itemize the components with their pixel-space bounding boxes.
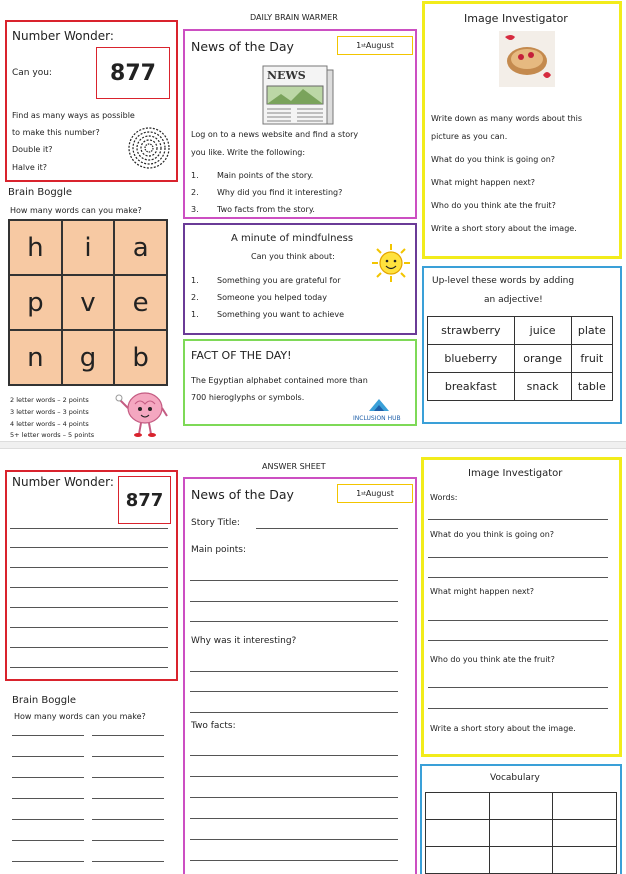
answer-line[interactable] bbox=[10, 627, 168, 628]
make-text: to make this number? bbox=[12, 128, 100, 137]
answer-date-badge bbox=[337, 484, 413, 503]
story-title-label: Story Title: bbox=[191, 518, 240, 528]
answer-question: What might happen next? bbox=[430, 587, 535, 596]
answer-question: What do you think is going on? bbox=[430, 530, 555, 539]
answer-news-panel bbox=[183, 477, 417, 874]
letter-cell: i bbox=[62, 220, 115, 275]
find-text: Find as many ways as possible bbox=[12, 111, 135, 120]
answer-brain-boggle-title: Brain Boggle bbox=[12, 695, 76, 706]
breakfast-photo-icon bbox=[499, 31, 555, 87]
news-answer-line[interactable] bbox=[190, 691, 398, 692]
letter-cell: h bbox=[9, 220, 62, 275]
mindfulness-item-number: 1. bbox=[191, 276, 199, 285]
fact-title: FACT OF THE DAY! bbox=[191, 349, 292, 362]
points-line: 5+ letter words – 5 points bbox=[10, 431, 95, 439]
image-investigator-title: Image Investigator bbox=[464, 12, 568, 25]
mindfulness-item-text: Something you are grateful for bbox=[217, 276, 341, 285]
inclusion-hub-logo-text: INCLUSION HUB bbox=[353, 415, 401, 422]
answer-news-title: News of the Day bbox=[191, 487, 294, 502]
boggle-answer-line[interactable] bbox=[92, 777, 164, 778]
uplevel-line1: Up-level these words by adding bbox=[432, 276, 575, 286]
image-answer-line[interactable] bbox=[428, 620, 608, 621]
answer-number-wonder-title: Number Wonder: bbox=[12, 475, 114, 489]
fact-panel bbox=[183, 339, 417, 426]
boggle-answer-line[interactable] bbox=[12, 777, 84, 778]
news-item-number: 1. bbox=[191, 171, 199, 180]
date-suffix: st bbox=[361, 42, 366, 49]
brain-mascot-icon bbox=[115, 386, 171, 438]
vocab-cell[interactable] bbox=[553, 793, 617, 820]
boggle-answer-line[interactable] bbox=[12, 819, 84, 820]
image-answer-line[interactable] bbox=[428, 708, 608, 709]
answer-question: Who do you think ate the fruit? bbox=[430, 655, 555, 664]
news-item-number: 2. bbox=[191, 188, 199, 197]
letter-cell: g bbox=[62, 330, 115, 385]
answer-date-day: 1 bbox=[356, 489, 362, 498]
word-table bbox=[427, 316, 613, 401]
vocabulary-table bbox=[425, 792, 617, 874]
news-intro-line2: you like. Write the following: bbox=[191, 148, 306, 157]
image-prompt: Write down as many words about this bbox=[431, 114, 583, 123]
vocab-cell[interactable] bbox=[426, 847, 490, 874]
news-answer-line[interactable] bbox=[190, 601, 398, 602]
vocabulary-title: Vocabulary bbox=[490, 773, 540, 783]
fact-line2: 700 hieroglyphs or symbols. bbox=[191, 393, 305, 402]
brain-boggle-question: How many words can you make? bbox=[10, 206, 142, 215]
mindfulness-subtitle: Can you think about: bbox=[251, 252, 335, 261]
answer-image-investigator-title: Image Investigator bbox=[468, 468, 563, 479]
image-investigator-panel bbox=[422, 1, 622, 259]
letter-cell: p bbox=[9, 275, 62, 330]
news-intro-line1: Log on to a news website and find a story bbox=[191, 130, 359, 139]
mindfulness-item-text: Something you want to achieve bbox=[217, 310, 344, 319]
news-answer-line[interactable] bbox=[190, 839, 398, 840]
boggle-answer-line[interactable] bbox=[12, 840, 84, 841]
page-divider bbox=[0, 441, 626, 449]
image-prompt: Who do you think ate the fruit? bbox=[431, 201, 556, 210]
vocab-cell[interactable] bbox=[489, 820, 553, 847]
answer-number-box bbox=[118, 476, 171, 524]
page-header: DAILY BRAIN WARMER bbox=[250, 13, 338, 22]
mindfulness-panel bbox=[183, 223, 417, 335]
answer-brain-boggle-question: How many words can you make? bbox=[14, 712, 146, 721]
answer-line[interactable] bbox=[10, 667, 168, 668]
inclusion-hub-logo-icon bbox=[367, 395, 391, 413]
news-panel bbox=[183, 29, 417, 219]
letter-cell: n bbox=[9, 330, 62, 385]
letter-cell: b bbox=[114, 330, 167, 385]
news-answer-line[interactable] bbox=[190, 818, 398, 819]
points-line: 2 letter words – 2 points bbox=[10, 396, 89, 404]
why-label: Why was it interesting? bbox=[191, 636, 297, 646]
letter-cell: a bbox=[114, 220, 167, 275]
answer-line[interactable] bbox=[10, 547, 168, 548]
image-answer-line[interactable] bbox=[428, 519, 608, 520]
vocab-cell[interactable] bbox=[426, 793, 490, 820]
vocab-cell[interactable] bbox=[426, 820, 490, 847]
news-answer-line[interactable] bbox=[190, 776, 398, 777]
letter-cell: v bbox=[62, 275, 115, 330]
points-line: 3 letter words – 3 points bbox=[10, 408, 89, 416]
news-answer-line[interactable] bbox=[190, 860, 398, 861]
number-spiral-icon bbox=[125, 125, 173, 171]
word-cell: plate bbox=[571, 317, 612, 345]
image-prompt: picture as you can. bbox=[431, 132, 508, 141]
news-item-text: Two facts from the story. bbox=[217, 205, 315, 214]
mindfulness-item-text: Someone you helped today bbox=[217, 293, 327, 302]
boggle-answer-line[interactable] bbox=[12, 798, 84, 799]
boggle-answer-line[interactable] bbox=[92, 756, 164, 757]
vocab-cell[interactable] bbox=[553, 820, 617, 847]
answer-date-month: August bbox=[365, 489, 394, 498]
fact-line1: The Egyptian alphabet contained more than bbox=[191, 376, 368, 385]
answer-number-value: 877 bbox=[125, 489, 164, 511]
image-answer-line[interactable] bbox=[428, 640, 608, 641]
brain-boggle-title: Brain Boggle bbox=[8, 187, 72, 198]
answer-number-wonder-panel bbox=[5, 470, 178, 681]
answer-line[interactable] bbox=[10, 528, 168, 529]
answer-line[interactable] bbox=[10, 647, 168, 648]
sun-icon bbox=[371, 243, 411, 283]
news-item-text: Why did you find it interesting? bbox=[217, 188, 343, 197]
mindfulness-title: A minute of mindfulness bbox=[231, 233, 354, 244]
mindfulness-item-number: 1. bbox=[191, 310, 199, 319]
boggle-answer-line[interactable] bbox=[92, 735, 164, 736]
word-cell: breakfast bbox=[428, 373, 515, 401]
boggle-answer-line[interactable] bbox=[92, 819, 164, 820]
image-prompt: What might happen next? bbox=[431, 178, 536, 187]
number-value: 877 bbox=[110, 60, 156, 86]
news-answer-line[interactable] bbox=[190, 797, 398, 798]
date-day: 1 bbox=[356, 41, 362, 50]
answer-question: Write a short story about the image. bbox=[430, 724, 576, 733]
answer-line[interactable] bbox=[10, 587, 168, 588]
date-month: August bbox=[365, 41, 394, 50]
main-points-label: Main points: bbox=[191, 545, 247, 555]
number-wonder-title: Number Wonder: bbox=[12, 29, 114, 43]
can-you-label: Can you: bbox=[12, 68, 52, 78]
image-answer-line[interactable] bbox=[428, 687, 608, 688]
news-item-number: 3. bbox=[191, 205, 199, 214]
vocab-cell[interactable] bbox=[489, 793, 553, 820]
boggle-answer-line[interactable] bbox=[92, 861, 164, 862]
uplevel-line2: an adjective! bbox=[484, 295, 543, 305]
news-answer-line[interactable] bbox=[190, 580, 398, 581]
date-badge bbox=[337, 36, 413, 55]
news-answer-line[interactable] bbox=[190, 712, 398, 713]
word-cell: snack bbox=[514, 373, 571, 401]
answer-image-investigator-panel bbox=[421, 457, 622, 757]
newspaper-label: NEWS bbox=[267, 69, 306, 82]
image-prompt: What do you think is going on? bbox=[431, 155, 556, 164]
story-title-line[interactable] bbox=[256, 528, 398, 529]
news-answer-line[interactable] bbox=[190, 755, 398, 756]
answer-line[interactable] bbox=[10, 607, 168, 608]
news-item-text: Main points of the story. bbox=[217, 171, 314, 180]
number-wonder-panel bbox=[5, 20, 178, 182]
news-answer-line[interactable] bbox=[190, 621, 398, 622]
answer-sheet-header: ANSWER SHEET bbox=[262, 462, 326, 471]
boggle-answer-line[interactable] bbox=[92, 840, 164, 841]
points-line: 4 letter words – 4 points bbox=[10, 420, 89, 428]
image-prompt: Write a short story about the image. bbox=[431, 224, 577, 233]
halve-text: Halve it? bbox=[12, 163, 47, 172]
boggle-answer-line[interactable] bbox=[12, 861, 84, 862]
double-text: Double it? bbox=[12, 145, 53, 154]
image-answer-line[interactable] bbox=[428, 577, 608, 578]
answer-date-suffix: st bbox=[361, 490, 366, 497]
word-cell: fruit bbox=[571, 345, 612, 373]
two-facts-label: Two facts: bbox=[191, 721, 236, 731]
answer-line[interactable] bbox=[10, 567, 168, 568]
image-answer-line[interactable] bbox=[428, 557, 608, 558]
news-title: News of the Day bbox=[191, 39, 294, 54]
vocab-cell[interactable] bbox=[489, 847, 553, 874]
vocab-cell[interactable] bbox=[553, 847, 617, 874]
letter-grid bbox=[8, 219, 168, 386]
boggle-answer-line[interactable] bbox=[12, 735, 84, 736]
number-box bbox=[96, 47, 170, 99]
word-cell: table bbox=[571, 373, 612, 401]
boggle-answer-line[interactable] bbox=[12, 756, 84, 757]
boggle-answer-line[interactable] bbox=[92, 798, 164, 799]
word-cell: juice bbox=[514, 317, 571, 345]
word-cell: blueberry bbox=[428, 345, 515, 373]
word-cell: strawberry bbox=[428, 317, 515, 345]
words-label: Words: bbox=[430, 493, 458, 502]
letter-cell: e bbox=[114, 275, 167, 330]
mindfulness-item-number: 2. bbox=[191, 293, 199, 302]
news-answer-line[interactable] bbox=[190, 671, 398, 672]
word-cell: orange bbox=[514, 345, 571, 373]
